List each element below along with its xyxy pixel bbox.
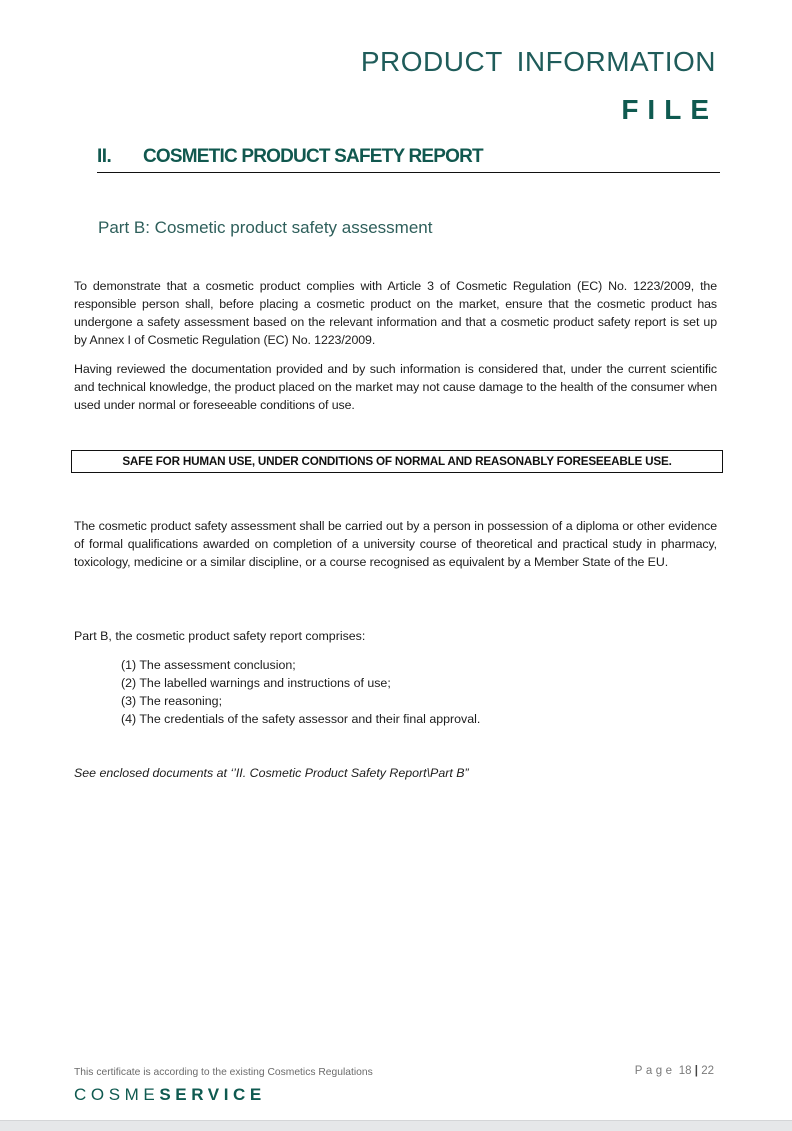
brand-logo — [74, 1085, 266, 1105]
intro-paragraph: To demonstrate that a cosmetic product complies with Article 3 of Cosmetic Regulation (EC) No. 1223/2009, the responsible person shall, before placing a cosmetic product on the market, ensure that the cosmetic product has undergone a safety assessment based on the relevant information and that a cosmetic product safety report is set up by Annex I of Cosmetic Regulation (EC) No. 1223/2009. — [74, 279, 717, 347]
part-heading: Part B: Cosmetic product safety assessment — [98, 218, 433, 237]
page-label: Page — [634, 1065, 676, 1077]
report-contents-list — [121, 656, 480, 728]
brand-light: COSME — [74, 1085, 160, 1104]
safe-statement: SAFE FOR HUMAN USE, UNDER CONDITIONS OF NORMAL AND REASONABLY FORESEEABLE USE. — [122, 455, 672, 468]
footer-note: This certificate is according to the existing Cosmetics Regulations — [74, 1067, 373, 1078]
list-item: (2) The labelled warnings and instructions of use; — [121, 676, 391, 690]
section-title: COSMETIC PRODUCT SAFETY REPORT — [143, 146, 483, 167]
safe-statement-box — [71, 450, 723, 473]
review-paragraph: Having reviewed the documentation provided and by such information is considered that, under the current scientific and technical knowledge, the product placed on the market may not cause damage to the health of the consumer when used under normal or foreseeable conditions of use. — [74, 362, 717, 412]
brand-bold: SERVICE — [159, 1085, 266, 1104]
page-separator: | — [694, 1065, 698, 1077]
list-item: (3) The reasoning; — [121, 694, 223, 708]
page-total: 22 — [701, 1065, 714, 1077]
see-enclosed-note: See enclosed documents at ‘’II. Cosmetic Product Safety Report\Part B” — [74, 766, 469, 780]
report-contents-intro: Part B, the cosmetic product safety report comprises: — [74, 629, 366, 643]
page-number — [635, 1065, 714, 1077]
list-item: (1) The assessment conclusion; — [121, 658, 296, 672]
list-item: (4) The credentials of the safety assessor and their final approval. — [121, 712, 481, 726]
page-current: 18 — [678, 1065, 692, 1077]
header-title: PRODUCT INFORMATION — [360, 46, 716, 77]
header-subtitle: FILE — [621, 94, 718, 125]
section-number: II. — [97, 146, 112, 167]
assessor-paragraph: The cosmetic product safety assessment shall be carried out by a person in possession of a diploma or other evidence of formal qualifications awarded on completion of a university course of theoretical and practical study in pharmacy, toxicology, medicine or a similar discipline, or a course recognised as equivalent by a Member State of the EU. — [74, 519, 717, 569]
section-heading — [97, 146, 720, 173]
viewer-bottom-edge — [0, 1120, 792, 1131]
